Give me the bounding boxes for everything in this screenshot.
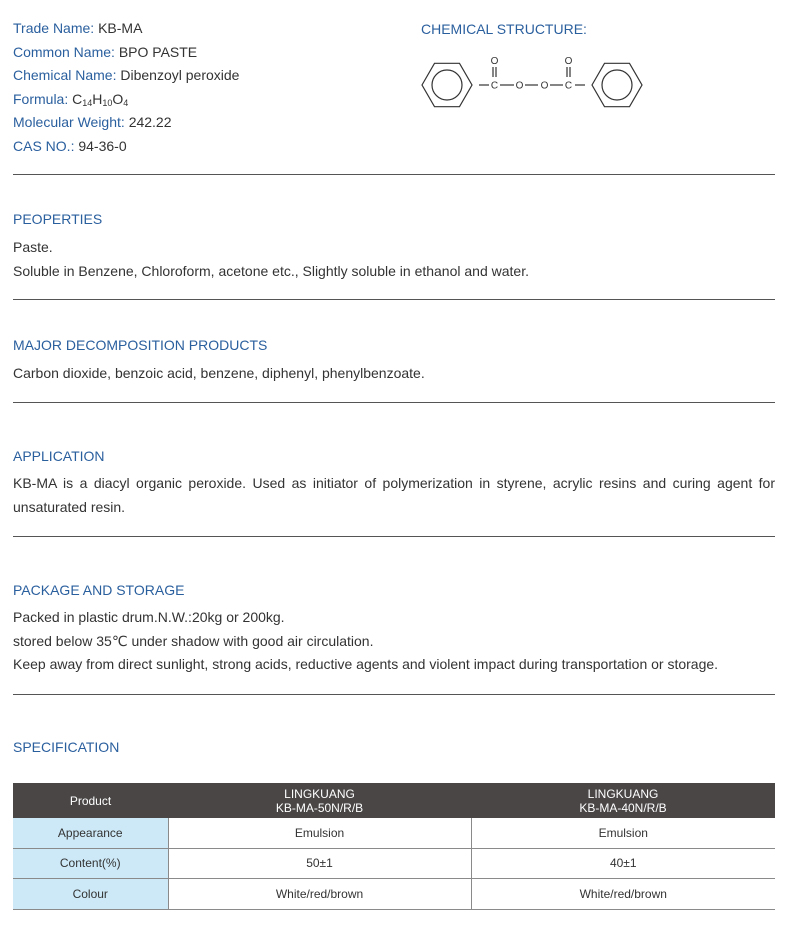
product-info (13, 18, 393, 159)
package-line: Packed in plastic drum.N.W.:20kg or 200kg. (13, 609, 285, 625)
header-col2-brand: LINGKUANG (587, 786, 659, 801)
left-benzene-inner-circle (432, 70, 462, 100)
formula-value (72, 91, 128, 107)
chemical-structure-title: CHEMICAL STRUCTURE: (421, 21, 587, 37)
divider (13, 299, 775, 300)
package-line: stored below 35℃ under shadow with good air circulation. (13, 632, 374, 649)
formula-c: C (72, 90, 83, 107)
properties-line: Paste. (13, 239, 53, 255)
atom-carbonyl-o1: O (490, 56, 499, 67)
cell-value: Emulsion (168, 818, 471, 848)
specification-table (13, 783, 775, 910)
right-benzene-inner-circle (602, 70, 632, 100)
common-name-label: Common Name: (13, 43, 115, 60)
decomposition-text: Carbon dioxide, benzoic acid, benzene, diphenyl, phenylbenzoate. (13, 365, 425, 381)
application-title: APPLICATION (13, 448, 105, 464)
header-col1 (168, 783, 471, 818)
atom-o1: O (515, 80, 524, 92)
formula-h-count: 10 (102, 97, 113, 108)
formula-row (13, 89, 393, 113)
trade-name-row (13, 18, 393, 42)
table-row (13, 818, 775, 848)
atom-o2: O (540, 80, 549, 92)
chemical-name-label: Chemical Name: (13, 67, 117, 83)
common-name-row (13, 42, 393, 66)
cell-value: Emulsion (471, 818, 775, 848)
formula-c-count: 14 (82, 97, 93, 108)
properties-title: PEOPERTIES (13, 211, 103, 227)
molecular-weight-row (13, 112, 393, 136)
chemical-name-row (13, 65, 393, 89)
package-text (13, 606, 775, 677)
common-name-value: BPO PASTE (118, 43, 198, 60)
row-label: Content(%) (13, 848, 168, 879)
divider (13, 402, 775, 403)
divider (13, 694, 775, 695)
molecular-weight-label: Molecular Weight: (13, 114, 125, 130)
header-col1-model: KB-MA-50N/R/B (275, 800, 364, 815)
atom-carbonyl-o2: O (564, 56, 573, 67)
molecular-weight-value: 242.22 (128, 114, 172, 130)
cas-no-row (13, 136, 393, 160)
formula-label: Formula: (13, 90, 69, 107)
trade-name-label: Trade Name: (13, 20, 95, 36)
cell-value: 40±1 (471, 848, 775, 879)
divider (13, 536, 775, 537)
header-product: Product (13, 783, 168, 818)
cell-value: White/red/brown (168, 879, 471, 910)
header-col2 (471, 783, 775, 818)
package-title: PACKAGE AND STORAGE (13, 582, 185, 598)
specification-title: SPECIFICATION (13, 739, 120, 755)
header-col1-brand: LINGKUANG (284, 786, 355, 801)
chemical-name-value: Dibenzoyl peroxide (120, 67, 240, 83)
cell-value: White/red/brown (471, 879, 775, 910)
table-header-row (13, 783, 775, 818)
row-label: Colour (13, 879, 168, 910)
cas-no-label: CAS NO.: (13, 137, 75, 154)
atom-c1: C (490, 80, 499, 92)
cell-value: 50±1 (168, 848, 471, 879)
application-text: KB-MA is a diacyl organic peroxide. Used as initiator of polymerization in styrene, acrylic resins and curing agent for unsaturated resin. (13, 475, 775, 515)
properties-text (13, 236, 775, 283)
divider (13, 174, 775, 175)
atom-c2: C (564, 80, 573, 92)
package-line: Keep away from direct sunlight, strong acids, reductive agents and violent impact during transportation or storage. (13, 656, 719, 672)
properties-line: Soluble in Benzene, Chloroform, acetone etc., Slightly soluble in ethanol and water. (13, 262, 529, 279)
table-row (13, 879, 775, 910)
table-row (13, 848, 775, 879)
formula-o-count: 4 (123, 97, 129, 108)
formula-h: H (92, 90, 103, 107)
decomposition-title: MAJOR DECOMPOSITION PRODUCTS (13, 337, 268, 353)
cas-no-value: 94-36-0 (78, 137, 127, 154)
formula-o: O (112, 90, 124, 107)
trade-name-value: KB-MA (98, 20, 143, 36)
header-col2-model: KB-MA-40N/R/B (579, 800, 667, 815)
chemical-structure-diagram (417, 50, 652, 120)
row-label: Appearance (13, 818, 168, 848)
